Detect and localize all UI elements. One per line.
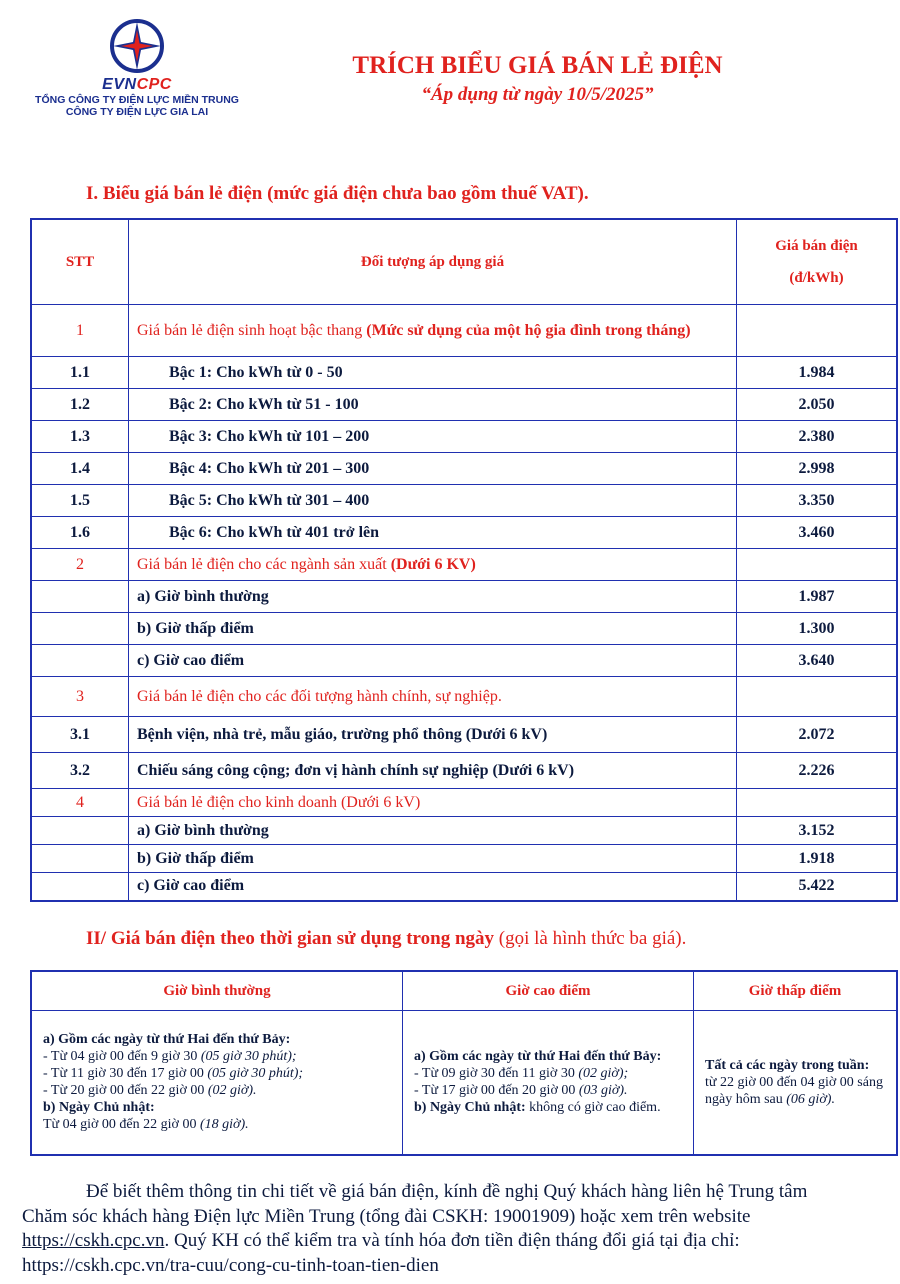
table-row — [31, 549, 897, 581]
section1-heading: I. Biểu giá bán lẻ điện (mức giá điện chưa bao gồm thuế VAT). — [86, 183, 589, 204]
row-stt: 3.2 — [31, 753, 129, 789]
row-stt: 1.3 — [31, 421, 129, 453]
row-object: Bệnh viện, nhà trẻ, mẫu giáo, trường phổ thông (Dưới 6 kV) — [129, 717, 737, 753]
row-object: Giá bán lẻ điện cho các đối tượng hành chính, sự nghiệp. — [129, 677, 737, 717]
row-price: 1.918 — [737, 845, 898, 873]
row-stt: 1.2 — [31, 389, 129, 421]
cskh-link[interactable]: https://cskh.cpc.vn — [22, 1230, 165, 1251]
header-normal-hours: Giờ bình thường — [31, 971, 403, 1011]
price-table — [30, 218, 898, 902]
table-row — [31, 517, 897, 549]
row-stt: 1.4 — [31, 453, 129, 485]
evn-star-icon — [109, 18, 165, 74]
page-title: TRÍCH BIỂU GIÁ BÁN LẺ ĐIỆN — [352, 52, 723, 79]
header-object: Đối tượng áp dụng giá — [129, 219, 737, 305]
row-stt — [31, 613, 129, 645]
row-object: Bậc 4: Cho kWh từ 201 – 300 — [129, 453, 737, 485]
row-stt: 3.1 — [31, 717, 129, 753]
row-stt — [31, 581, 129, 613]
footer-paragraph: Để biết thêm thông tin chi tiết về giá bán điện, kính đề nghị Quý khách hàng liên hệ Trung tâm Chăm sóc khách hàng Điện lực Miền Trung (tổng đài CSKH: 19001909) hoặc xem trên website https://cskh.cpc.vn. Quý KH có thể kiểm tra và tính hóa đơn tiền điện tháng đổi giá tại địa chỉ: https://cskh.cpc.vn/tra-cuu/cong-cu-tinh-toan-tien-dien — [22, 1181, 808, 1276]
row-price: 3.350 — [737, 485, 898, 517]
row-price: 3.460 — [737, 517, 898, 549]
row-price — [737, 549, 898, 581]
row-price: 1.300 — [737, 613, 898, 645]
row-stt — [31, 873, 129, 901]
row-stt: 4 — [31, 789, 129, 817]
price-table-header — [31, 219, 897, 305]
row-price: 1.984 — [737, 357, 898, 389]
offpeak-hours-cell: Tất cả các ngày trong tuần: từ 22 giờ 00 đến 04 giờ 00 sáng ngày hôm sau (06 giờ). — [694, 1011, 898, 1155]
row-object: Giá bán lẻ điện sinh hoạt bậc thang (Mức sử dụng của một hộ gia đình trong tháng) — [129, 305, 737, 357]
table-row — [31, 581, 897, 613]
row-stt: 1.5 — [31, 485, 129, 517]
row-price: 3.640 — [737, 645, 898, 677]
header-price: Giá bán điện (đ/kWh) — [737, 219, 898, 305]
row-object: b) Giờ thấp điểm — [129, 613, 737, 645]
row-stt: 1.1 — [31, 357, 129, 389]
row-price — [737, 305, 898, 357]
row-price: 2.380 — [737, 421, 898, 453]
row-object: Bậc 6: Cho kWh từ 401 trở lên — [129, 517, 737, 549]
table-row — [31, 717, 897, 753]
table-row — [31, 389, 897, 421]
row-price: 2.050 — [737, 389, 898, 421]
row-object: Giá bán lẻ điện cho kinh doanh (Dưới 6 kV) — [129, 789, 737, 817]
table-row — [31, 845, 897, 873]
row-stt — [31, 645, 129, 677]
row-object: Bậc 2: Cho kWh từ 51 - 100 — [129, 389, 737, 421]
row-price — [737, 677, 898, 717]
table-row — [31, 645, 897, 677]
row-price: 2.072 — [737, 717, 898, 753]
logo-brand: EVNCPC — [102, 76, 172, 93]
logo-line1: TỔNG CÔNG TY ĐIỆN LỰC MIỀN TRUNG — [35, 94, 239, 106]
table-row — [31, 421, 897, 453]
row-stt — [31, 817, 129, 845]
row-object: Bậc 1: Cho kWh từ 0 - 50 — [129, 357, 737, 389]
header-stt: STT — [31, 219, 129, 305]
row-stt — [31, 845, 129, 873]
row-price: 1.987 — [737, 581, 898, 613]
row-price: 2.998 — [737, 453, 898, 485]
row-price: 3.152 — [737, 817, 898, 845]
peak-hours-cell: a) Gồm các ngày từ thứ Hai đến thứ Bảy: - Từ 09 giờ 30 đến 11 giờ 30 (02 giờ); - Từ 17 giờ 00 đến 20 giờ 00 (03 giờ). b) Ngày Chủ nhật: không có giờ cao điểm. — [403, 1011, 694, 1155]
table-row — [31, 873, 897, 901]
row-stt: 1.6 — [31, 517, 129, 549]
row-price: 2.226 — [737, 753, 898, 789]
table-row — [31, 677, 897, 717]
row-stt: 2 — [31, 549, 129, 581]
row-price: 5.422 — [737, 873, 898, 901]
evn-logo — [22, 18, 252, 118]
row-object: Chiếu sáng công cộng; đơn vị hành chính sự nghiệp (Dưới 6 kV) — [129, 753, 737, 789]
table-row — [31, 789, 897, 817]
table-row — [31, 817, 897, 845]
row-object: c) Giờ cao điểm — [129, 873, 737, 901]
row-object: b) Giờ thấp điểm — [129, 845, 737, 873]
section2-heading: II/ Giá bán điện theo thời gian sử dụng trong ngày (gọi là hình thức ba giá). — [86, 928, 687, 949]
row-object: c) Giờ cao điểm — [129, 645, 737, 677]
header-offpeak-hours: Giờ thấp điểm — [694, 971, 898, 1011]
table-row — [31, 305, 897, 357]
table-row — [31, 613, 897, 645]
row-object: a) Giờ bình thường — [129, 581, 737, 613]
header-peak-hours: Giờ cao điểm — [403, 971, 694, 1011]
logo-line2: CÔNG TY ĐIỆN LỰC GIA LAI — [65, 106, 209, 118]
row-object: a) Giờ bình thường — [129, 817, 737, 845]
time-of-use-table — [30, 970, 898, 1156]
row-price — [737, 789, 898, 817]
normal-hours-cell: a) Gồm các ngày từ thứ Hai đến thứ Bảy: - Từ 04 giờ 00 đến 9 giờ 30 (05 giờ 30 phút); - Từ 11 giờ 30 đến 17 giờ 00 (05 giờ 30 phút); - Từ 20 giờ 00 đến 22 giờ 00 (02 giờ). b) Ngày Chủ nhật: Từ 04 giờ 00 đến 22 giờ 00 (18 giờ). — [31, 1011, 403, 1155]
row-stt: 3 — [31, 677, 129, 717]
row-stt: 1 — [31, 305, 129, 357]
row-object: Giá bán lẻ điện cho các ngành sản xuất (Dưới 6 KV) — [129, 549, 737, 581]
page-subtitle: “Áp dụng từ ngày 10/5/2025” — [421, 84, 654, 105]
row-object: Bậc 5: Cho kWh từ 301 – 400 — [129, 485, 737, 517]
table-row — [31, 357, 897, 389]
row-object: Bậc 3: Cho kWh từ 101 – 200 — [129, 421, 737, 453]
table-row — [31, 485, 897, 517]
table-row — [31, 753, 897, 789]
table-row — [31, 453, 897, 485]
